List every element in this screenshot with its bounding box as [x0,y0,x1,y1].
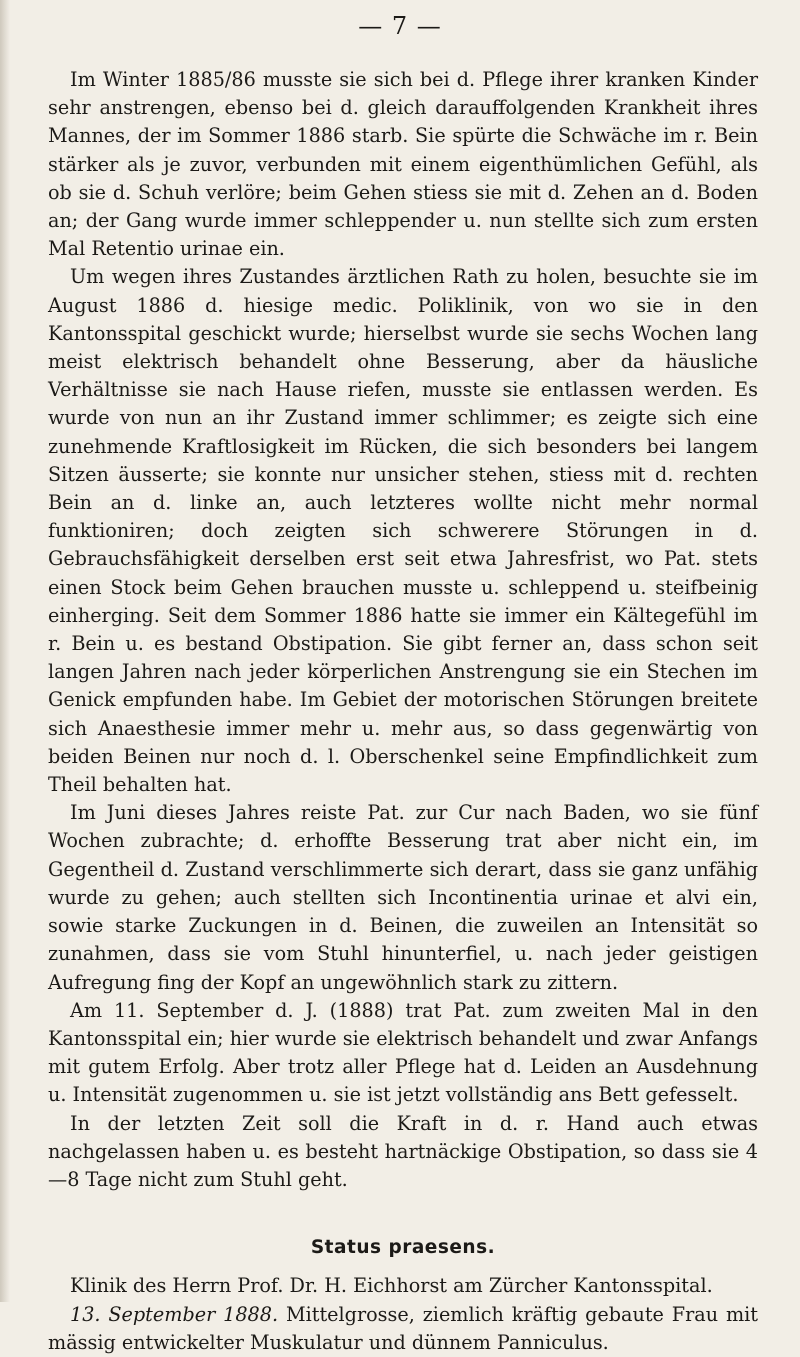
clinic-line: Klinik des Herrn Prof. Dr. H. Eichhorst am Zürcher Kantonsspital. [70,1274,713,1298]
status-text: Mittelgrosse, ziemlich kräftig gebaute Frau mit mässig entwickelter Muskulatur und dünnem Panniculus. [48,1302,758,1354]
paragraph-3: Im Juni dieses Jahres reiste Pat. zur Cur nach Baden, wo sie fünf Wochen zubrachte; d. erhoffte Besserung trat aber nicht ein, im Gegentheil d. Zustand verschlimmerte sich derart, dass sie ganz unfähig wurde zu gehen; auch stellten sich Incontinentia urinae et alvi ein, sowie starke Zuckungen in d. Beinen, die zuweilen an Intensität so zunahmen, dass sie vom Stuhl hinunterfiel, u. nach jeder geistigen Aufregung fing der Kopf an ungewöhnlich stark zu zittern. [48,801,758,994]
status-date: 13. September 1888. [70,1302,279,1326]
page-edge-shadow [0,0,10,1302]
paragraph-4: Am 11. September d. J. (1888) trat Pat. zum zweiten Mal in den Kantonsspital ein; hier wurde sie elektrisch behandelt und zwar Anfangs mit gutem Erfolg. Aber trotz aller Pflege hat d. Leiden an Ausdehnung u. Intensität zugenommen u. sie ist jetzt vollständig ans Bett gefesselt. [48,998,758,1107]
section-heading: Status praesens. [310,1237,496,1259]
paragraph-2: Um wegen ihres Zustandes ärztlichen Rath zu holen, besuchte sie im August 1886 d. hiesige medic. Poliklinik, von wo sie in den Kantonsspital geschickt wurde; hierselbst wurde sie sechs Wochen lang meist elektrisch behandelt ohne Besserung, aber da häusliche Verhältnisse sie nach Hause riefen, musste sie entlassen werden. Es wurde von nun an ihr Zustand immer schlimmer; es zeigte sich eine zunehmende Kraftlosigkeit im Rücken, die sich besonders bei langem Sitzen äusserte; sie konnte nur unsicher stehen, stiess mit d. rechten Bein an d. linke an, auch letzteres wollte nicht mehr normal funktioniren; doch zeigten sich schwerere Störungen in d. Gebrauchsfähigkeit derselben erst seit etwa Jahresfrist, wo Pat. stets einen Stock beim Gehen brauchen musste u. schleppend u. steifbeinig einherging. Seit dem Sommer 1886 hatte sie immer ein Kältegefühl im r. Bein u. es bestand Obstipation. Sie gibt ferner an, dass schon seit langen Jahren nach jeder körperlichen Anstrengung sie ein Stechen im Genick empfunden habe. Im Gebiet der motorischen Störungen breitete sich Anaesthesie immer mehr u. mehr aus, so dass gegenwärtig von beiden Beinen nur noch d. l. Oberschenkel seine Empfindlichkeit zum Theil behalten hat. [48,265,758,797]
status-paragraph [48,1301,758,1357]
paragraph-1: Im Winter 1885/86 musste sie sich bei d. Pflege ihrer kranken Kinder sehr anstrengen, ebenso bei d. gleich darauffolgenden Krankheit ihres Mannes, der im Sommer 1886 starb. Sie spürte die Schwäche im r. Bein stärker als je zuvor, verbunden mit einem eigenthümlichen Gefühl, als ob sie d. Schuh verlöre; beim Gehen stiess sie mit d. Zehen an d. Boden an; der Gang wurde immer schleppender u. nun stellte sich zum ersten Mal Retentio urinae ein. [48,68,758,261]
body-text [48,66,758,1357]
paragraph-5: In der letzten Zeit soll die Kraft in d. r. Hand auch etwas nachgelassen haben u. es besteht hartnäckige Obstipation, so dass sie 4—8 Tage nicht zum Stuhl geht. [48,1111,758,1191]
page-number: — 7 — [358,12,442,40]
